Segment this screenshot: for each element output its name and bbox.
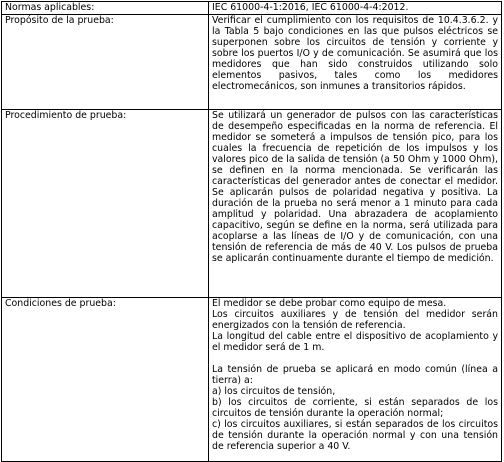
row-label-condiciones: Condiciones de prueba: [2,298,209,462]
paragraph-spacer [212,353,498,364]
list-item: b) los circuitos de corriente, si están separados de los circuitos de tensión durante la operación normal; [212,397,498,419]
row-value-procedimiento: Se utilizará un generador de pulsos con las características de desempeño especificadas en la norma de referencia. El medidor se someterá a impulsos de tensión pico, para los cuales la frecuencia de repetición de los impulsos y los valores pico de la salida de tensión (a 50 Ohm y 1000 Ohm), se definen en la norma mencionada. Se verificarán las características del generador antes de conectar el medidor. Se aplicarán pulsos de polaridad negativa y positiva. La duración de la prueba no será menor a 1 minuto para cada amplitud y polaridad. Una abrazadera de acoplamiento capacitivo, según se define en la norma, será utilizada para acoplarse a las líneas de I/O y de comunicación, con una tensión de referencia de más de 40 V. Los pulsos de prueba se aplicarán continuamente durante el tiempo de medición. [209,110,502,298]
condition-paragraph: La longitud del cable entre el dispositivo de acoplamiento y el medidor será de 1 m. [212,331,498,353]
list-item: c) los circuitos auxiliares, si están separados de los circuitos de tensión durante la operación normal y con una tensión de referencia superior a 40 V. [212,419,498,452]
condition-paragraph: El medidor se debe probar como equipo de mesa. [212,298,447,309]
row-label-normas: Normas aplicables: [2,2,209,15]
row-value-condiciones [209,298,502,462]
table-row [2,298,502,462]
row-label-proposito: Propósito de la prueba: [2,15,209,110]
row-label-procedimiento: Procedimiento de prueba: [2,110,209,298]
table-row [2,15,502,110]
condition-intro: La tensión de prueba se aplicará en modo común (línea a tierra) a: [212,364,498,386]
table-row [2,2,502,15]
condition-paragraph: Los circuitos auxiliares y de tensión del medidor serán energizados con la tensión de referencia. [212,309,498,331]
test-spec-table [1,1,502,462]
row-value-normas: IEC 61000-4-1:2016, IEC 61000-4-4:2012. [209,2,502,15]
list-item: a) los circuitos de tensión, [212,386,336,397]
table-row [2,110,502,298]
row-value-proposito: Verificar el cumplimiento con los requisitos de 10.4.3.6.2. y la Tabla 5 bajo condiciones en las que pulsos eléctricos se superponen sobre los circuitos de tensión y corriente y sobre los puertos I/O y de comunicación. Se asumirá que los medidores que han sido construidos utilizando solo elementos pasivos, tales como los medidores electromecánicos, son inmunes a transitorios rápidos. [209,15,502,110]
